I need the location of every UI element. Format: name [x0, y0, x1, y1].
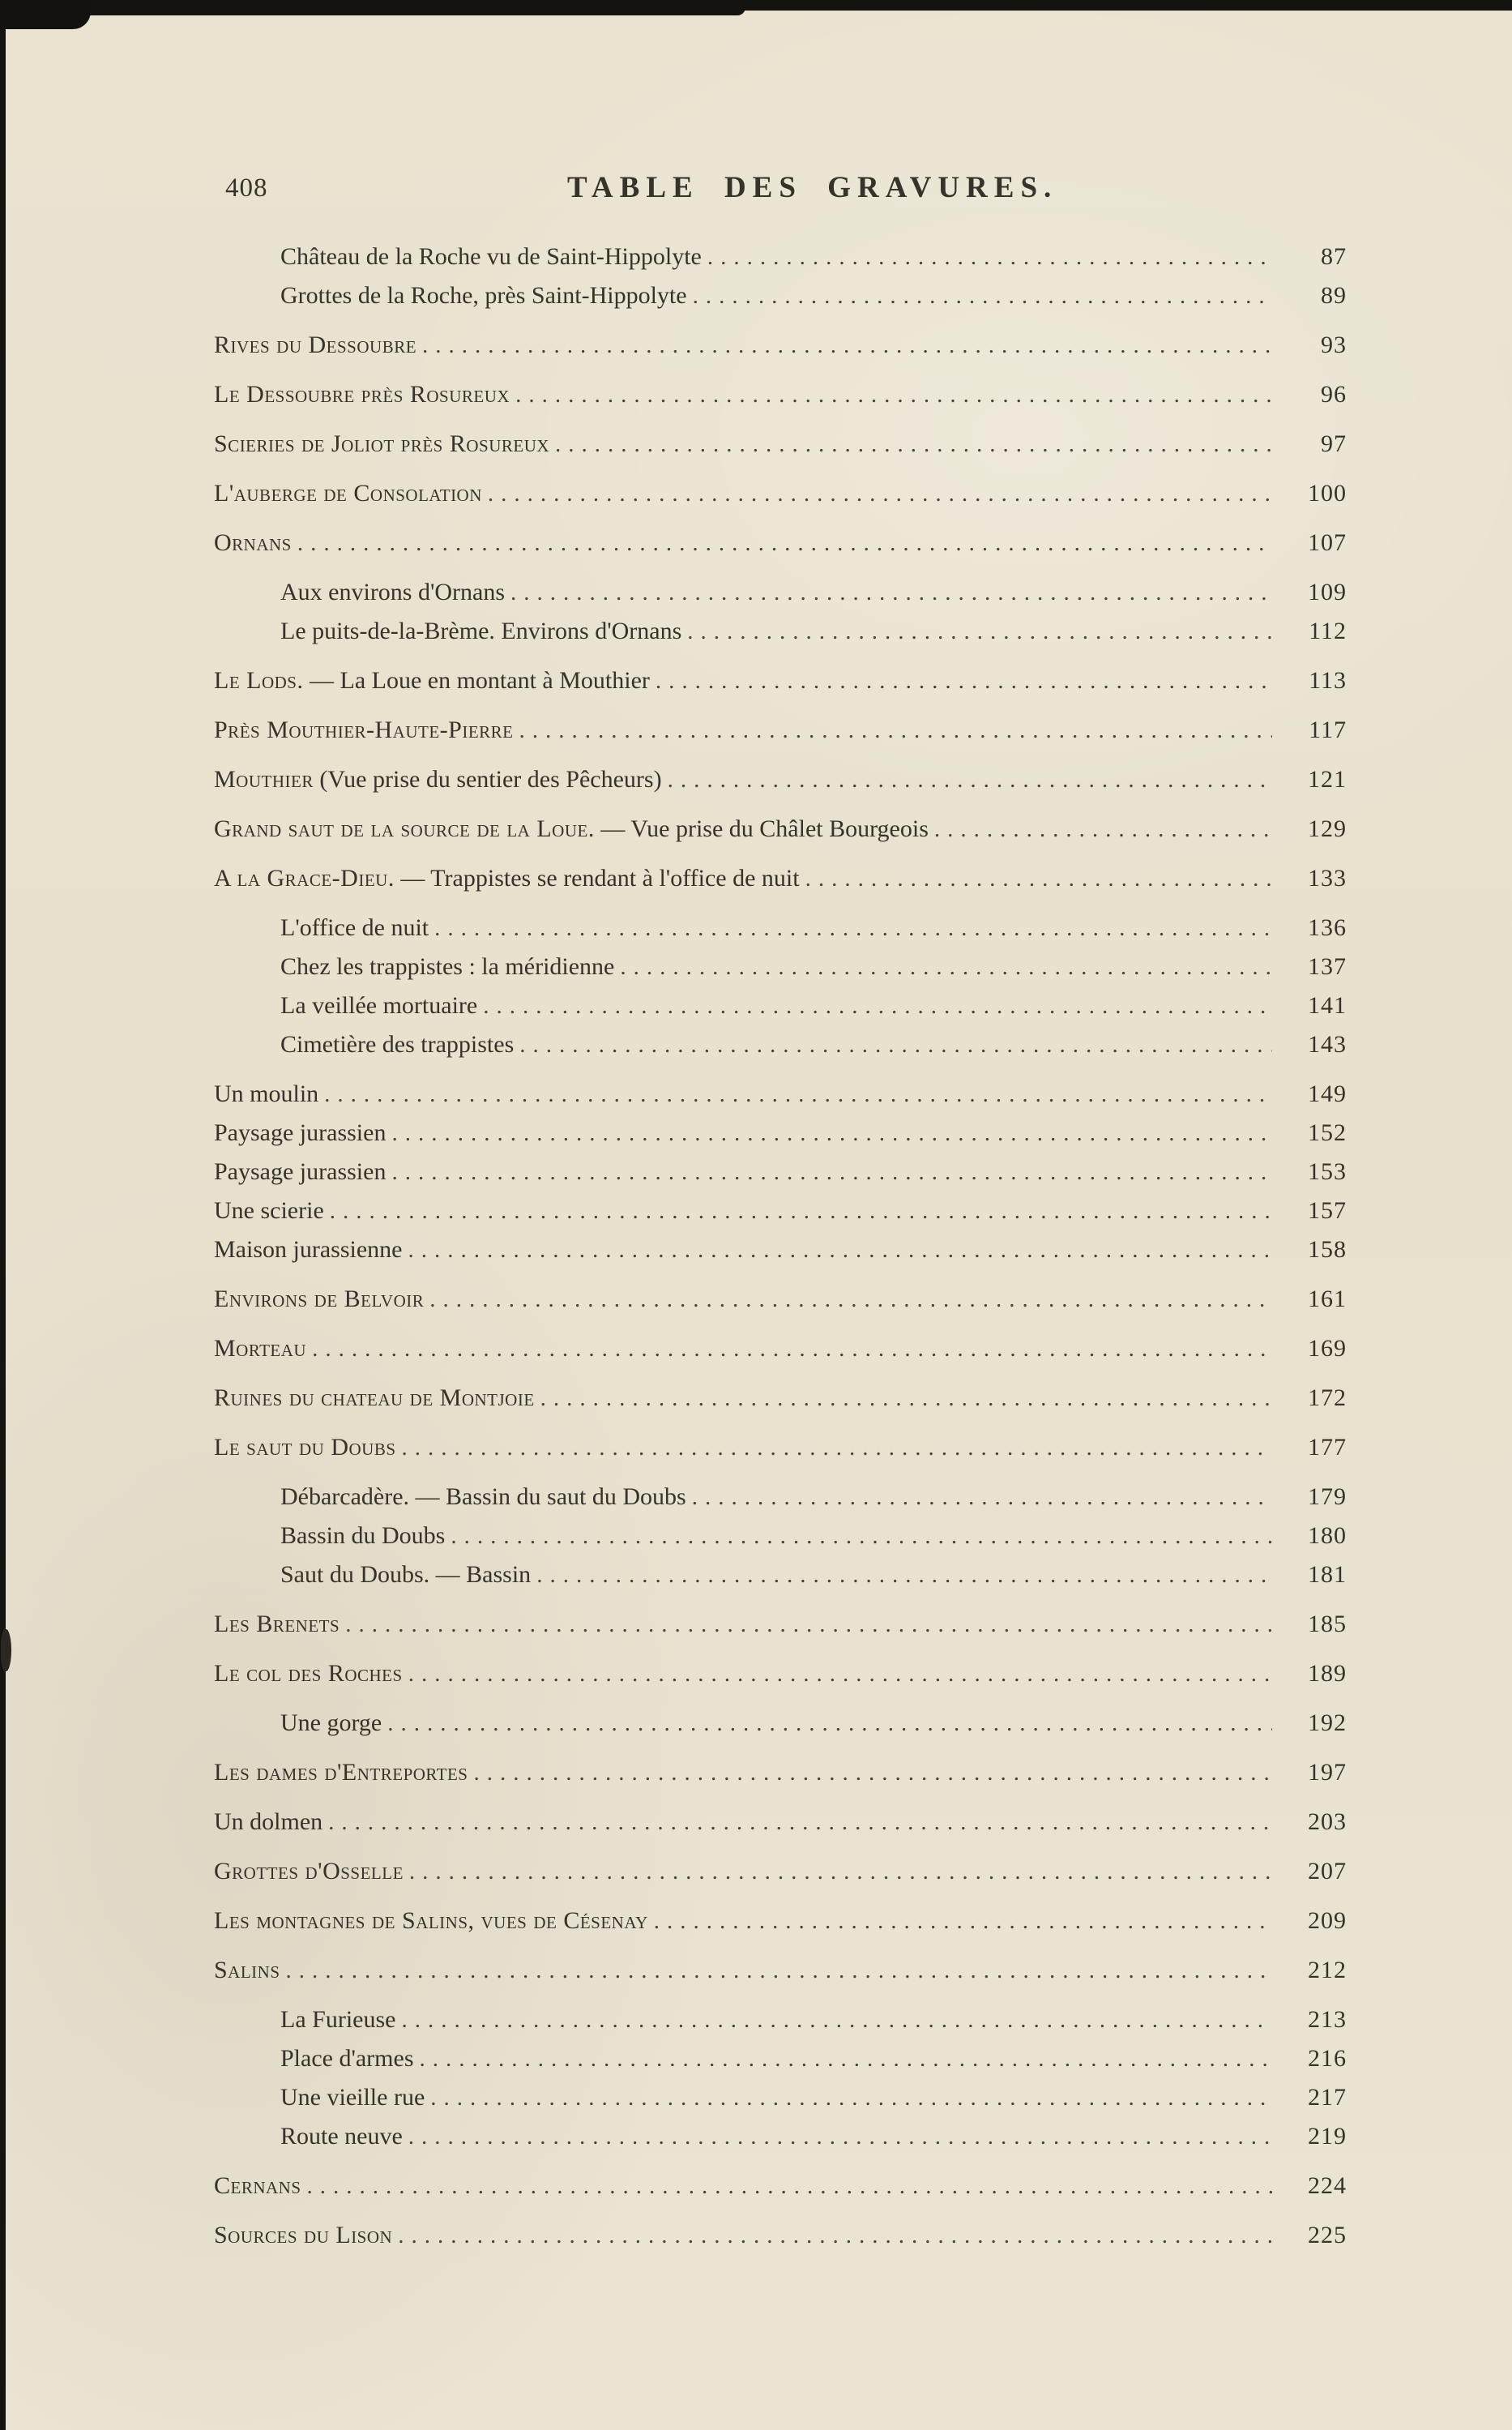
toc-entry [214, 1025, 1347, 1064]
entry-title [214, 1114, 386, 1153]
entry-page-ref: 180 [1308, 1522, 1347, 1549]
dot-leader [297, 524, 1272, 563]
toc-entry [214, 986, 1347, 1025]
toc-entry [214, 1379, 1347, 1418]
toc-entry [214, 711, 1347, 750]
entry-title-smallcaps: Grottes d'Osselle [214, 1858, 404, 1885]
dot-leader [409, 1852, 1272, 1891]
page-header [0, 172, 1512, 209]
entry-title [214, 760, 662, 799]
toc-entry [214, 326, 1347, 365]
entry-page-ref: 112 [1309, 618, 1347, 644]
toc-entry [214, 1654, 1347, 1693]
entry-title [214, 1428, 396, 1467]
toc-entry [214, 2117, 1347, 2156]
entry-title-text: — Vue prise du Châlet Bourgeois [594, 815, 929, 842]
entry-title [280, 986, 477, 1025]
dot-leader [687, 612, 1272, 651]
toc-entry [214, 474, 1347, 513]
entry-page-ref: 189 [1308, 1660, 1347, 1687]
entry-page-ref: 93 [1321, 332, 1347, 358]
scan-ink-mark [1, 1629, 11, 1671]
dot-leader [398, 2216, 1272, 2255]
dot-leader [707, 237, 1272, 276]
dot-leader [488, 474, 1272, 513]
entry-page-ref: 121 [1308, 766, 1347, 793]
entry-title [280, 612, 681, 651]
entry-title [214, 1280, 424, 1319]
entry-title [214, 1075, 318, 1114]
entry-title [280, 1478, 686, 1517]
dot-leader [555, 425, 1272, 464]
entry-page-ref: 153 [1308, 1158, 1347, 1185]
entry-page-ref: 177 [1308, 1434, 1347, 1461]
entry-title-smallcaps: Ruines du chateau de Montjoie [214, 1384, 535, 1411]
entry-title-text: Un dolmen [214, 1808, 323, 1835]
entry-title-text: Paysage jurassien [214, 1119, 387, 1146]
entry-title-smallcaps: L'auberge de Consolation [214, 480, 482, 507]
entry-page-ref: 137 [1308, 953, 1347, 980]
entry-page-ref: 141 [1308, 992, 1347, 1019]
entry-title [280, 948, 614, 986]
toc-entry [214, 661, 1347, 700]
entry-title [214, 1803, 322, 1842]
entry-page-ref: 107 [1308, 529, 1347, 556]
dot-leader [429, 1280, 1272, 1319]
toc-entry [214, 1153, 1347, 1191]
entry-title-text: Bassin du Doubs [280, 1522, 446, 1549]
entry-title-text: Débarcadère. — Bassin du saut du Doubs [280, 1483, 686, 1510]
toc-entry [214, 909, 1347, 948]
entry-title [214, 1852, 404, 1891]
entry-title [214, 1654, 403, 1693]
entry-title-smallcaps: Environs de Belvoir [214, 1286, 425, 1312]
entry-page-ref: 197 [1308, 1759, 1347, 1786]
entry-title-smallcaps: Sources du Lison [214, 2222, 393, 2248]
toc-entry [214, 1191, 1347, 1230]
dot-leader [307, 2167, 1272, 2205]
entry-page-ref: 219 [1308, 2123, 1347, 2150]
entry-page-ref: 157 [1308, 1197, 1347, 1224]
entry-page-ref: 169 [1308, 1335, 1347, 1362]
entry-title-text: — La Loue en montant à Mouthier [303, 667, 650, 694]
entry-title [214, 2216, 392, 2255]
dot-leader [422, 326, 1272, 365]
toc-entry [214, 612, 1347, 651]
entry-title [280, 276, 687, 315]
entry-title [214, 375, 510, 414]
entry-title-text: Une scierie [214, 1197, 324, 1224]
entry-title [280, 1025, 514, 1064]
dot-leader [312, 1329, 1272, 1368]
dot-leader [391, 1114, 1272, 1153]
entry-title-text: Cimetière des trappistes [280, 1031, 515, 1058]
entry-page-ref: 161 [1308, 1286, 1347, 1312]
toc-entry [214, 1902, 1347, 1940]
dot-leader [451, 1517, 1272, 1555]
dot-leader [402, 1428, 1272, 1467]
dot-leader [420, 2039, 1272, 2078]
dot-leader [328, 1803, 1272, 1842]
toc-entry [214, 2000, 1347, 2039]
entry-title-text: Maison jurassienne [214, 1236, 403, 1263]
entry-title [280, 2078, 425, 2117]
entry-title-text: Château de la Roche vu de Saint-Hippolyte [280, 243, 702, 270]
entry-title [214, 326, 416, 365]
entry-title [280, 237, 702, 276]
entry-title [214, 524, 292, 563]
entry-page-ref: 117 [1309, 717, 1347, 743]
toc-entry [214, 1280, 1347, 1319]
entry-title [280, 1517, 445, 1555]
toc-entry [214, 1478, 1347, 1517]
dot-leader [401, 2000, 1272, 2039]
toc-entry [214, 810, 1347, 849]
entry-title-text: Aux environs d'Ornans [280, 579, 506, 605]
dot-leader [656, 661, 1272, 700]
entry-title [214, 1902, 648, 1940]
entry-page-ref: 224 [1308, 2172, 1347, 2199]
entry-title [214, 1951, 280, 1990]
entry-page-ref: 96 [1321, 381, 1347, 408]
dot-leader [668, 760, 1272, 799]
entry-title [214, 425, 549, 464]
toc-entry [214, 1753, 1347, 1792]
entry-title-text: L'office de nuit [280, 914, 429, 941]
entry-title-text: Route neuve [280, 2123, 403, 2150]
toc-entry [214, 1605, 1347, 1644]
entry-title-smallcaps: Près Mouthier-Haute-Pierre [214, 717, 514, 743]
dot-leader [430, 2078, 1272, 2117]
toc-entry [214, 948, 1347, 986]
entry-page-ref: 192 [1308, 1709, 1347, 1736]
entry-title [214, 2167, 301, 2205]
entry-title [214, 859, 800, 898]
entry-page-ref: 185 [1308, 1611, 1347, 1637]
dot-leader [654, 1902, 1272, 1940]
entry-title [280, 1555, 531, 1594]
entry-page-ref: 149 [1308, 1080, 1347, 1107]
entry-title-text: Une gorge [280, 1709, 382, 1736]
entry-title-smallcaps: Grand saut de la source de la Loue. [214, 815, 595, 842]
toc-entry [214, 524, 1347, 563]
entry-title-text: — Trappistes se rendant à l'office de nuit [394, 865, 800, 892]
toc-entry [214, 2078, 1347, 2117]
entry-title [214, 810, 929, 849]
entry-page-ref: 225 [1308, 2222, 1347, 2248]
dot-leader [519, 711, 1272, 750]
toc-entry [214, 1852, 1347, 1891]
dot-leader [519, 1025, 1272, 1064]
entry-page-ref: 152 [1308, 1119, 1347, 1146]
entry-title [214, 1329, 306, 1368]
entry-page-ref: 217 [1308, 2084, 1347, 2111]
entry-page-ref: 100 [1308, 480, 1347, 507]
toc-entry [214, 1555, 1347, 1594]
entry-title-smallcaps: Les montagnes de Salins, vues de Césenay [214, 1907, 648, 1934]
entry-title [280, 2000, 395, 2039]
dot-leader [510, 573, 1272, 612]
entry-page-ref: 113 [1309, 667, 1347, 694]
entry-page-ref: 212 [1308, 1957, 1347, 1983]
toc-entry [214, 1517, 1347, 1555]
dot-leader [515, 375, 1272, 414]
entry-page-ref: 136 [1308, 914, 1347, 941]
entry-title [280, 573, 505, 612]
entry-title [214, 1230, 402, 1269]
scan-edge-left [0, 0, 6, 2430]
toc-entry [214, 1114, 1347, 1153]
entry-title [214, 1153, 386, 1191]
toc-entry [214, 2039, 1347, 2078]
entry-title [280, 909, 429, 948]
entry-title-text: Un moulin [214, 1080, 319, 1107]
entry-title-text: Saut du Doubs. — Bassin [280, 1561, 532, 1588]
entry-title-text: Paysage jurassien [214, 1158, 387, 1185]
dot-leader [692, 1478, 1272, 1517]
entry-page-ref: 172 [1308, 1384, 1347, 1411]
dot-leader [693, 276, 1272, 315]
entry-title [280, 1704, 382, 1743]
entry-title-smallcaps: Cernans [214, 2172, 301, 2199]
toc-entry [214, 2216, 1347, 2255]
dot-leader [434, 909, 1272, 948]
page-title: TABLE DES GRAVURES. [567, 171, 1058, 204]
entry-title-smallcaps: Mouthier [214, 766, 314, 793]
table-of-contents [214, 237, 1347, 2255]
entry-page-ref: 203 [1308, 1808, 1347, 1835]
entry-page-ref: 209 [1308, 1907, 1347, 1934]
entry-title-smallcaps: A la Grace-Dieu. [214, 865, 395, 892]
dot-leader [345, 1605, 1272, 1644]
toc-entry [214, 1704, 1347, 1743]
entry-title [214, 1379, 535, 1418]
entry-title [214, 1605, 340, 1644]
entry-title-smallcaps: Morteau [214, 1335, 307, 1362]
toc-entry [214, 573, 1347, 612]
entry-title [214, 711, 514, 750]
entry-page-ref: 97 [1321, 430, 1347, 457]
dot-leader [391, 1153, 1272, 1191]
entry-title-smallcaps: Le col des Roches [214, 1660, 403, 1687]
entry-title-smallcaps: Les dames d'Entreportes [214, 1759, 468, 1786]
toc-entry [214, 425, 1347, 464]
entry-title-text: Chez les trappistes : la méridienne [280, 953, 615, 980]
dot-leader [324, 1075, 1272, 1114]
toc-entry [214, 1803, 1347, 1842]
entry-page-ref: 129 [1308, 815, 1347, 842]
toc-entry [214, 237, 1347, 276]
dot-leader [286, 1951, 1272, 1990]
toc-entry [214, 375, 1347, 414]
dot-leader [408, 2117, 1272, 2156]
toc-entry [214, 2167, 1347, 2205]
entry-title-text: (Vue prise du sentier des Pêcheurs) [313, 766, 662, 793]
toc-entry [214, 760, 1347, 799]
toc-entry [214, 1075, 1347, 1114]
entry-page-ref: 181 [1308, 1561, 1347, 1588]
scan-edge-top-artifact [0, 0, 745, 15]
entry-title-smallcaps: Le saut du Doubs [214, 1434, 396, 1461]
entry-title [280, 2117, 403, 2156]
scan-corner-artifact [0, 0, 91, 29]
dot-leader [805, 859, 1272, 898]
page-number: 408 [225, 173, 268, 203]
dot-leader [474, 1753, 1273, 1792]
entry-title [214, 1191, 324, 1230]
toc-entry [214, 1428, 1347, 1467]
entry-title-text: La veillée mortuaire [280, 992, 478, 1019]
dot-leader [483, 986, 1272, 1025]
dot-leader [620, 948, 1272, 986]
entry-title-smallcaps: Le Lods. [214, 667, 304, 694]
entry-title-text: Grottes de la Roche, près Saint-Hippolyte [280, 282, 687, 309]
entry-title-text: La Furieuse [280, 2006, 396, 2033]
toc-entry [214, 859, 1347, 898]
entry-title-smallcaps: Salins [214, 1957, 280, 1983]
entry-page-ref: 143 [1308, 1031, 1347, 1058]
entry-page-ref: 109 [1308, 579, 1347, 605]
entry-title [214, 474, 482, 513]
entry-page-ref: 213 [1308, 2006, 1347, 2033]
toc-entry [214, 1951, 1347, 1990]
entry-title [280, 2039, 414, 2078]
entry-page-ref: 207 [1308, 1858, 1347, 1885]
entry-title [214, 661, 650, 700]
dot-leader [387, 1704, 1272, 1743]
entry-title [214, 1753, 468, 1792]
entry-title-smallcaps: Rives du Dessoubre [214, 332, 417, 358]
toc-entry [214, 1230, 1347, 1269]
dot-leader [540, 1379, 1272, 1418]
entry-title-text: Une vieille rue [280, 2084, 425, 2111]
entry-page-ref: 87 [1321, 243, 1347, 270]
toc-entry [214, 276, 1347, 315]
entry-title-text: Place d'armes [280, 2045, 414, 2072]
entry-page-ref: 179 [1308, 1483, 1347, 1510]
dot-leader [934, 810, 1272, 849]
dot-leader [330, 1191, 1272, 1230]
dot-leader [408, 1654, 1272, 1693]
entry-title-smallcaps: Scieries de Joliot près Rosureux [214, 430, 550, 457]
entry-page-ref: 158 [1308, 1236, 1347, 1263]
dot-leader [408, 1230, 1272, 1269]
entry-title-smallcaps: Les Brenets [214, 1611, 340, 1637]
entry-title-text: Le puits-de-la-Brème. Environs d'Ornans [280, 618, 682, 644]
dot-leader [536, 1555, 1272, 1594]
toc-entry [214, 1329, 1347, 1368]
entry-title-smallcaps: Ornans [214, 529, 292, 556]
entry-page-ref: 216 [1308, 2045, 1347, 2072]
entry-page-ref: 89 [1321, 282, 1347, 309]
entry-page-ref: 133 [1308, 865, 1347, 892]
entry-title-smallcaps: Le Dessoubre près Rosureux [214, 381, 510, 408]
